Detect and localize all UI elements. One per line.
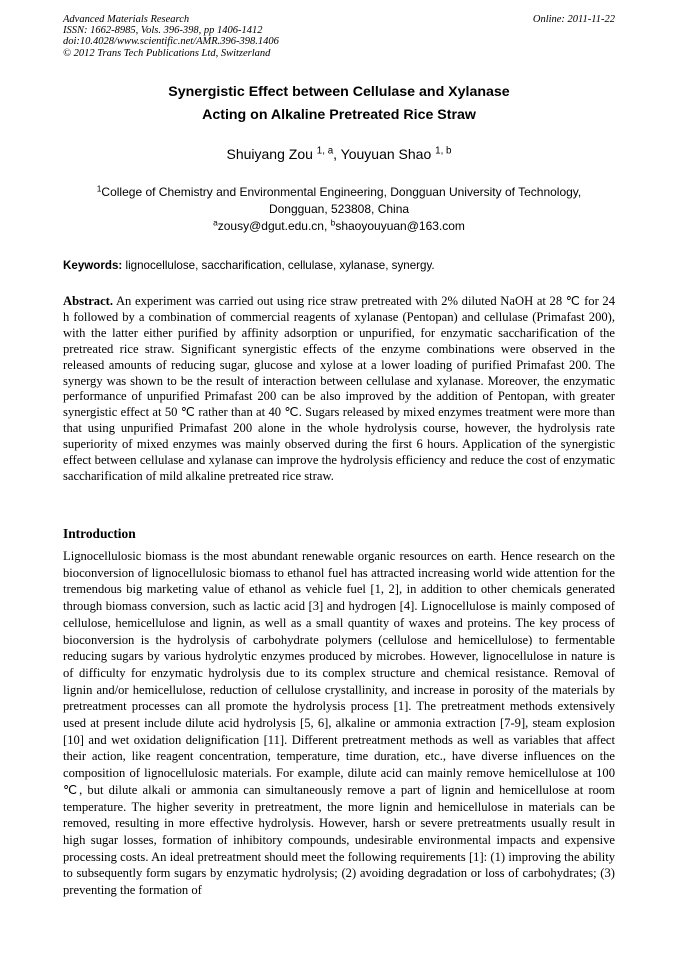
doi-line: doi:10.4028/www.scientific.net/AMR.396-398.1406 bbox=[63, 36, 279, 48]
introduction-body: Lignocellulosic biomass is the most abundant renewable organic resources on earth. Hence research on the bioconversion of lignocellulosic biomass to ethanol fuel has attracted increasing world wide attention for the tremendous big marketing value of ethanol as vehicle fuel [1, 2], in addition to other chemicals generated through biomass conversion, such as lactic acid [3] and hydrogen [4]. Lignocellulose is mainly composed of cellulose, hemicellulose and lignin, as well as a small quantity of waxes and proteins. The key process of bioconversion is the hydrolysis of carbohydrate polymers (cellulose and hemicellulose) to fermentable reducing sugars by various hydrolytic enzymes produced by microbes. However, lignocellulose in nature is of difficulty for enzymatic hydrolysis due to its complex structure and chemical resistance. Removal of lignin and/or hemicellulose, reduction of cellulose crystallinity, and increase in porosity of the materials by pretreatment processes can all promote the hydrolysis process [1]. The pretreatment methods extensively used at present include dilute acid hydrolysis [5, 6], alkaline or ammonia extraction [7-9], steam explosion [10] and wet oxidation delignification [11]. Different pretreatment methods as well as variables that affect their action, like reagent concentration, temperature, time duration, etc., have diverse influences on the composition of lignocellulosic materials. For example, dilute acid can mainly remove hemicellulose at 100 ℃, but dilute alkali or ammonia can simultaneously remove a part of lignin and hemicellulose at room temperature. The higher severity in pretreatment, the more lignin and hemicellulose in materials can be removed, resulting in more effective hydrolysis. However, harsh or severe pretreatments usually result in high sugar losses, formation of inhibitory compounds, undesirable environmental impacts and expensive processing costs. An ideal pretreatment should meet the following requirements [1]: (1) improving the ability to subsequently form sugars by enzymatic hydrolysis; (2) avoiding degradation or loss of carbohydrates; (3) preventing the formation of bbox=[63, 549, 615, 898]
email-mark-a: a bbox=[213, 217, 218, 228]
affiliation-line-1: College of Chemistry and Environmental Engineering, Dongguan University of Technology, bbox=[101, 185, 582, 199]
abstract bbox=[63, 294, 615, 485]
author-affiliation-mark: 1, a bbox=[316, 145, 334, 157]
keywords-text: lignocellulose, saccharification, cellulase, xylanase, synergy. bbox=[122, 259, 435, 272]
journal-name: Advanced Materials Research bbox=[63, 14, 190, 25]
author-name: Youyuan Shao bbox=[340, 146, 432, 162]
email-b: shaoyouyuan@163.com bbox=[335, 219, 465, 233]
section-heading-introduction: Introduction bbox=[63, 526, 136, 541]
keywords bbox=[63, 258, 615, 274]
author-list bbox=[63, 144, 615, 164]
copyright-line: © 2012 Trans Tech Publications Ltd, Switzerland bbox=[63, 47, 271, 59]
email-a: zousy@dgut.edu.cn, bbox=[217, 219, 331, 233]
affiliation-mark: 1 bbox=[96, 183, 102, 194]
title-line-2: Acting on Alkaline Pretreated Rice Straw bbox=[202, 107, 476, 123]
paper-title bbox=[63, 81, 615, 127]
affiliation bbox=[63, 184, 615, 218]
author-affiliation-mark: 1, b bbox=[435, 145, 452, 157]
abstract-label: Abstract. bbox=[63, 294, 114, 308]
email-mark-b: b bbox=[330, 217, 336, 228]
issn-line: ISSN: 1662-8985, Vols. 396-398, pp 1406-1412 bbox=[63, 25, 263, 37]
author-separator: , bbox=[333, 146, 341, 162]
affiliation-line-2: Dongguan, 523808, China bbox=[268, 202, 410, 216]
abstract-text: An experiment was carried out using rice straw pretreated with 2% diluted NaOH at 28 ℃ for 24 h followed by a combination of commercial reagents of xylanase (Pentopan) and cellulase (Primafast 200), with the latter either purified by affinity adsorption or unpurified, for enzymatic saccharification of the pretreated rice straw. Significant synergistic effects of the enzyme combinations were observed in the released amounts of reducing sugar, glucose and xylose at a lower loading of purified Primafast 200. The synergy was shown to be the result of interaction between cellulase and xylanase. Moreover, the enzymatic performance of unpurified Primafast 200 can be also improved by the addition of Pentopan, with greater synergistic effect at 50 ℃ rather than at 40 ℃. Sugars released by mixed enzymes treatment were more than that using unpurified Primafast 200 alone in the whole hydrolysis course, however, the hydrolysis rate superiority of mixed enzymes was mainly observed during the first 6 hours. Application of the synergistic effect between cellulase and xylanase can improve the hydrolysis efficiency and reduce the cost of enzymatic saccharification of mild alkaline pretreated rice straw. bbox=[63, 294, 615, 483]
keywords-label: Keywords: bbox=[63, 259, 123, 272]
title-line-1: Synergistic Effect between Cellulase and Xylanase bbox=[168, 84, 510, 100]
journal-header bbox=[63, 14, 615, 59]
author-emails bbox=[63, 218, 615, 235]
author-name: Shuiyang Zou bbox=[226, 146, 313, 162]
online-date: Online: 2011-11-22 bbox=[532, 14, 615, 25]
